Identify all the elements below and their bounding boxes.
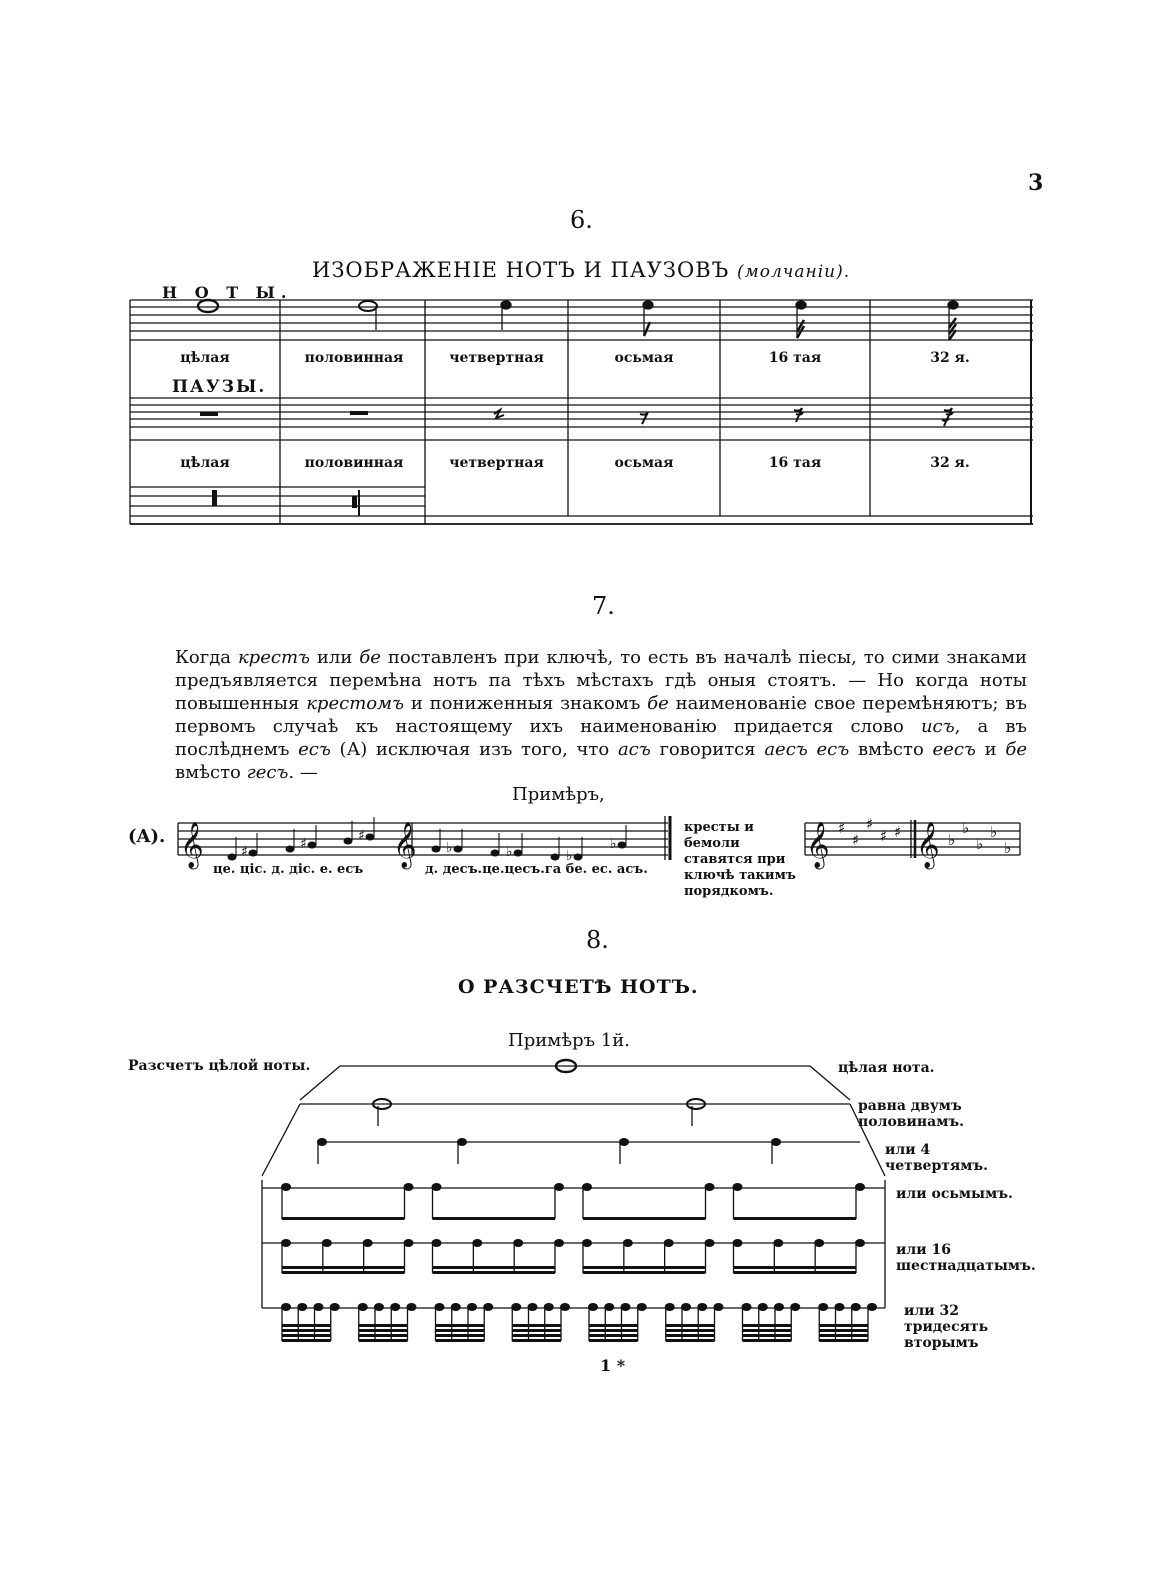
example-note-head xyxy=(286,846,295,853)
beam xyxy=(359,1329,408,1332)
pause-name-half: половинная xyxy=(304,455,404,471)
text-run: , а въ послѣднемъ xyxy=(175,716,1027,760)
beam xyxy=(589,1324,638,1327)
flat-icon: ♭ xyxy=(610,836,617,852)
flat-icon: ♭ xyxy=(446,840,453,856)
beam xyxy=(819,1334,868,1337)
beam xyxy=(583,1266,706,1269)
text-run: вмѣсто xyxy=(849,739,933,760)
treble-clef-icon: 𝄞 xyxy=(916,822,940,868)
section-6-number: 6. xyxy=(570,206,593,234)
beam xyxy=(436,1329,485,1332)
note-name-whole: цѣлая xyxy=(180,350,230,366)
treble-clef-icon: 𝄞 xyxy=(393,822,417,868)
beam xyxy=(433,1266,556,1269)
text-run: наименованiе свое перемѣняютъ; въ первомъ случаѣ къ настоящему ихъ наименованiю придается слово xyxy=(175,693,1028,737)
label-thirtyseconds: или 32 тридесять вторымъ xyxy=(904,1303,989,1351)
beam xyxy=(819,1324,868,1327)
beam xyxy=(666,1329,715,1332)
beam xyxy=(282,1334,331,1337)
beam xyxy=(589,1339,638,1342)
text-run: поставленъ при ключѣ, то есть въ началѣ пiесы, то сими знаками предъявляется перемѣна нотъ па тѣхъ мѣстахъ гдѣ оныя стоятъ. — Но когда ноты повышенныя xyxy=(175,647,1028,714)
text-run: вмѣсто xyxy=(175,762,247,783)
note-name-half: половинная xyxy=(304,350,404,366)
text-run-italic: еесъ xyxy=(932,739,976,760)
beam xyxy=(583,1217,706,1220)
beam xyxy=(512,1324,561,1327)
text-run-italic: бе xyxy=(1005,739,1027,760)
example-note-head xyxy=(249,850,258,857)
pauses-label: ПАУЗЫ. xyxy=(172,377,267,397)
example-note-head xyxy=(618,842,627,849)
pause-name-sixteenth: 16 тая xyxy=(768,455,822,471)
example-note-head xyxy=(514,850,523,857)
text-run-italic: аесъ есъ xyxy=(764,739,850,760)
beam xyxy=(282,1329,331,1332)
flat-icon: ♭ xyxy=(962,819,970,837)
note-name-eighth: осьмая xyxy=(614,350,674,366)
text-run-italic: асъ xyxy=(617,739,651,760)
note-glyphs xyxy=(198,300,958,340)
beam xyxy=(666,1339,715,1342)
beam xyxy=(666,1334,715,1337)
pause-name-thirtysecond: 32 я. xyxy=(930,455,970,471)
beam xyxy=(282,1217,405,1220)
sharp-icon: ♯ xyxy=(894,823,902,841)
flat-icon: ♭ xyxy=(990,823,998,841)
sharp-icon: ♯ xyxy=(358,828,365,844)
beam xyxy=(512,1334,561,1337)
sharp-note-names: це. цiс. д. дiс. е. есъ xyxy=(213,862,364,877)
beam xyxy=(436,1334,485,1337)
beam xyxy=(359,1339,408,1342)
text-run-italic: есъ xyxy=(298,739,331,760)
beam xyxy=(282,1339,331,1342)
flat-icon: ♭ xyxy=(506,844,513,860)
example-note-head xyxy=(366,834,375,841)
text-run: и xyxy=(975,739,1006,760)
example-1-title: Примѣръ 1й. xyxy=(508,1030,630,1051)
example-note-head xyxy=(344,838,353,845)
text-run: (А) исключая изъ того, что xyxy=(330,739,618,760)
beam xyxy=(734,1271,857,1274)
key-signature-note: кресты и бемоли ставятся при ключѣ такимъ порядкомъ. xyxy=(684,820,796,899)
pause-glyphs xyxy=(200,408,953,516)
flat-note-names: д. десъ.це.цесъ.га бе. ес. асъ. xyxy=(425,862,648,877)
beam xyxy=(734,1266,857,1269)
example-label: (A). xyxy=(128,826,166,847)
flat-icon: ♭ xyxy=(1004,839,1012,857)
section-8-title: О РАЗСЧЕТѢ НОТЪ. xyxy=(458,976,699,998)
text-run-italic: крестъ xyxy=(237,647,311,668)
label-halves: равна двумъ половинамъ. xyxy=(858,1098,964,1130)
beam xyxy=(512,1339,561,1342)
text-run: и пониженныя знакомъ xyxy=(404,693,648,714)
beam xyxy=(282,1324,331,1327)
notes-table xyxy=(130,300,1033,524)
label-sixteenths: или 16 шестнадцатымъ. xyxy=(896,1242,1036,1274)
example-note-head xyxy=(432,846,441,853)
text-run: или xyxy=(310,647,360,668)
section-7-number: 7. xyxy=(592,592,615,620)
sharp-icon: ♯ xyxy=(838,819,846,837)
example-note-head xyxy=(308,842,317,849)
example-note-head xyxy=(551,854,560,861)
sharp-icon: ♯ xyxy=(852,831,860,849)
beam xyxy=(436,1324,485,1327)
dynamic-notes xyxy=(180,815,1011,1342)
text-run-italic: бе xyxy=(359,647,381,668)
text-run-italic: крестомъ xyxy=(306,693,405,714)
beam xyxy=(734,1217,857,1220)
beam xyxy=(433,1271,556,1274)
beam xyxy=(819,1339,868,1342)
beam xyxy=(589,1334,638,1337)
beam xyxy=(359,1324,408,1327)
treble-clef-icon: 𝄞 xyxy=(180,822,204,868)
text-run: . — xyxy=(288,762,318,783)
flat-icon: ♭ xyxy=(566,848,573,864)
section-6-title-paren: (молчанiи). xyxy=(737,262,851,282)
text-run-italic: исъ xyxy=(920,716,955,737)
example-title: Примѣръ, xyxy=(512,784,605,805)
flat-icon: ♭ xyxy=(976,835,984,853)
notes-label: Н О Т Ы. xyxy=(162,283,293,302)
beam xyxy=(743,1324,792,1327)
label-quarters: или 4 четвертямъ. xyxy=(885,1142,989,1174)
text-run: Когда xyxy=(175,647,238,668)
note-name-quarter: четвертная xyxy=(449,350,544,366)
beam xyxy=(433,1217,556,1220)
label-whole: цѣлая нота. xyxy=(838,1060,935,1076)
sharp-icon: ♯ xyxy=(880,827,888,845)
beam xyxy=(436,1339,485,1342)
beam xyxy=(589,1329,638,1332)
example-note-head xyxy=(228,854,237,861)
flat-icon: ♭ xyxy=(948,831,956,849)
whole-note-calc-label: Разсчетъ цѣлой ноты. xyxy=(128,1058,311,1074)
note-name-thirtysecond: 32 я. xyxy=(930,350,970,366)
footer-mark: 1 * xyxy=(600,1356,626,1375)
beam xyxy=(743,1329,792,1332)
example-note-head xyxy=(491,850,500,857)
pause-name-eighth: осьмая xyxy=(614,455,674,471)
beam xyxy=(666,1324,715,1327)
section-8-number: 8. xyxy=(586,926,609,954)
text-run-italic: гесъ xyxy=(246,762,289,783)
sharp-icon: ♯ xyxy=(300,836,307,852)
beam xyxy=(819,1329,868,1332)
pause-name-whole: цѣлая xyxy=(180,455,230,471)
label-eighths: или осьмымъ. xyxy=(896,1186,1013,1202)
sharp-icon: ♯ xyxy=(866,815,874,833)
treble-clef-icon: 𝄞 xyxy=(806,822,830,868)
note-calculation-diagram xyxy=(262,1060,885,1308)
example-note-head xyxy=(454,846,463,853)
section-6-title-main: ИЗОБРАЖЕНIЕ НОТЪ И ПАУЗОВЪ xyxy=(312,258,730,282)
note-name-sixteenth: 16 тая xyxy=(768,350,822,366)
beam xyxy=(282,1271,405,1274)
text-run-italic: бе xyxy=(647,693,669,714)
beam xyxy=(512,1329,561,1332)
beam xyxy=(743,1334,792,1337)
beam xyxy=(583,1271,706,1274)
pause-name-quarter: четвертная xyxy=(449,455,544,471)
beam xyxy=(282,1266,405,1269)
example-note-head xyxy=(574,854,583,861)
text-run: говорится xyxy=(650,739,765,760)
sharp-icon: ♯ xyxy=(241,844,248,860)
beam xyxy=(743,1339,792,1342)
page-number: 3 xyxy=(1028,170,1044,196)
beam xyxy=(359,1334,408,1337)
